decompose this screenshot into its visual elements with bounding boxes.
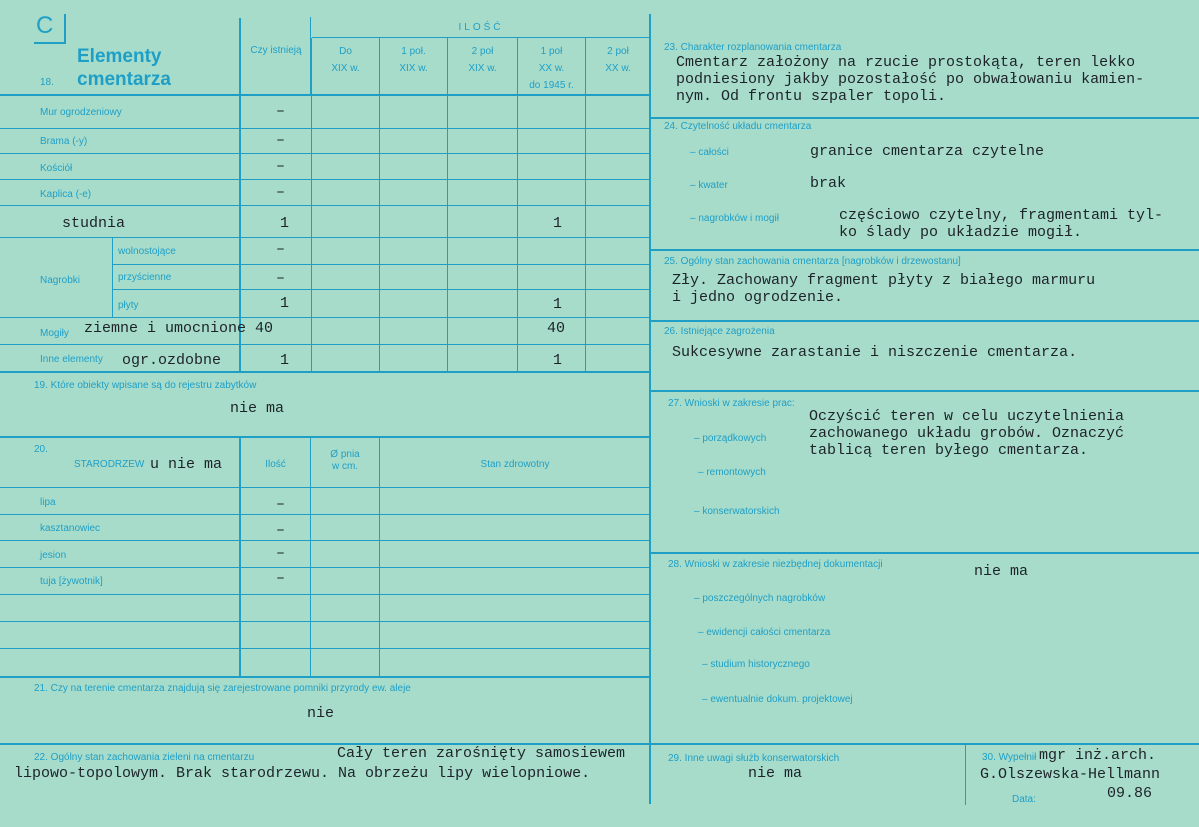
tree-jesion-label: jesion	[40, 550, 67, 561]
rule	[312, 37, 650, 38]
row-studnia-label: studnia	[62, 215, 126, 232]
col-ilosc-drzew: Ilość	[265, 459, 286, 470]
col-2pol-xix: 2 poł XIX w.	[468, 46, 497, 74]
row-inne-typed: ogr.ozdobne	[122, 352, 222, 369]
row-plyty-exists: 1	[280, 295, 290, 312]
row-inne-1945: 1	[553, 352, 563, 369]
rule	[965, 745, 966, 805]
rule	[0, 153, 650, 154]
row-wolnostojace-exists: –	[276, 241, 286, 258]
s27-line1: Oczyścić teren w celu uczytelnienia	[809, 408, 1125, 425]
rule	[0, 621, 650, 622]
s30-name1: mgr inż.arch.	[1039, 747, 1157, 764]
s20-typed: u nie ma	[150, 456, 223, 473]
rule	[0, 344, 650, 345]
rule	[0, 676, 650, 678]
row-studnia-1945: 1	[553, 215, 563, 232]
rule	[651, 552, 1199, 554]
s24-kwater-value: brak	[810, 175, 847, 192]
s28-b: – ewidencji całości cmentarza	[698, 627, 831, 638]
rule	[112, 264, 650, 265]
s21-value: nie	[307, 705, 335, 722]
rule	[651, 390, 1199, 392]
s30-name2: G.Olszewska-Hellmann	[980, 766, 1161, 783]
s24-kwater: – kwater	[690, 180, 728, 191]
s19-value: nie ma	[230, 400, 285, 417]
col-stan-zdrowotny: Stan zdrowotny	[480, 459, 550, 470]
title-line2: cmentarza	[77, 69, 171, 90]
s29-label: 29. Inne uwagi służb konserwatorskich	[668, 753, 840, 764]
row-wolnostojace-label: wolnostojące	[118, 246, 176, 257]
row-mogily-label: Mogiły	[40, 328, 69, 339]
row-inne-label: Inne elementy	[40, 354, 103, 365]
rule	[0, 128, 650, 129]
row-brama-exists: –	[276, 132, 286, 149]
rule	[379, 437, 380, 677]
rule	[649, 14, 651, 804]
row-mogily-1945: 40	[547, 320, 566, 337]
row-kosciol-exists: –	[276, 158, 286, 175]
s22-line1: Cały teren zarośnięty samosiewem	[337, 745, 626, 762]
rule	[0, 317, 650, 318]
rule	[0, 94, 650, 96]
rule	[0, 237, 650, 238]
s25-label: 25. Ogólny stan zachowania cmentarza [nagrobków i drzewostanu]	[664, 256, 961, 267]
s27-label: 27. Wnioski w zakresie prac:	[668, 398, 795, 409]
s28-d: – ewentualnie dokum. projektowej	[702, 694, 853, 705]
col-1pol-xix: 1 poł. XIX w.	[399, 46, 428, 74]
rule	[239, 437, 241, 677]
s28-a: – poszczególnych nagrobków	[694, 593, 826, 604]
s20-number: 20.	[34, 444, 48, 455]
rule	[112, 289, 650, 290]
rule	[0, 371, 650, 373]
row-plyty-label: płyty	[118, 300, 139, 311]
s30-date: 09.86	[1107, 785, 1153, 802]
row-plyty-1945: 1	[553, 296, 563, 313]
s20-label: STARODRZEW	[74, 459, 145, 470]
s28-c: – studium historycznego	[702, 659, 810, 670]
section-number: 18.	[40, 77, 54, 88]
tree-kasztanowiec-label: kasztanowiec	[40, 523, 101, 534]
rule	[447, 38, 448, 372]
tree-lipa-value: –	[276, 496, 286, 513]
s23-line1: Cmentarz założony na rzucie prostokąta, teren lekko	[676, 54, 1136, 71]
s27-konserwatorskich: – konserwatorskich	[694, 506, 780, 517]
rule	[0, 648, 650, 649]
rule	[310, 437, 311, 677]
s27-line3: tablicą teren byłego cmentarza.	[809, 442, 1089, 459]
s24-calosci-value: granice cmentarza czytelne	[810, 143, 1045, 160]
rule	[0, 514, 650, 515]
tree-jesion-value: –	[276, 545, 286, 562]
row-brama-label: Brama (-y)	[40, 136, 88, 147]
s21-label: 21. Czy na terenie cmentarza znajdują się zarejestrowane pomniki przyrody ew. aleje	[34, 683, 411, 694]
col-czy-istnieja: Czy istnieją	[250, 45, 302, 56]
row-mur-exists: –	[276, 103, 286, 120]
s27-line2: zachowanego układu grobów. Oznaczyć	[809, 425, 1125, 442]
title-line1: Elementy	[77, 46, 162, 67]
row-mur-label: Mur ogrodzeniowy	[40, 107, 122, 118]
nagrobki-label: Nagrobki	[40, 275, 81, 286]
s27-remontowych: – remontowych	[698, 467, 766, 478]
rule	[0, 487, 650, 488]
tree-kasztanowiec-value: –	[276, 522, 286, 539]
s23-line2: podniesiony jakby pozostałość po obwałowaniu kamien-	[676, 71, 1145, 88]
tree-tuja-value: –	[276, 570, 286, 587]
s28-label: 28. Wnioski w zakresie niezbędnej dokumentacji	[668, 559, 883, 570]
rule	[585, 38, 586, 372]
rule	[0, 205, 650, 206]
row-mogily-typed: ziemne i umocnione 40	[84, 320, 274, 337]
col-pnia: Ø pnia w cm.	[330, 449, 360, 472]
s22-line2: lipowo-topolowym. Brak starodrzewu. Na obrzeżu lipy wielopniowe.	[14, 765, 591, 782]
col-2pol-xx: 2 poł XX w.	[605, 46, 631, 74]
s29-value: nie ma	[748, 765, 803, 782]
rule	[0, 179, 650, 180]
rule	[651, 117, 1199, 119]
row-przyscienne-exists: –	[276, 270, 286, 287]
row-studnia-exists: 1	[280, 215, 290, 232]
s24-nagrobkow-line1: częściowo czytelny, fragmentami tyl-	[839, 207, 1164, 224]
rule	[0, 540, 650, 541]
tree-lipa-label: lipa	[40, 497, 56, 508]
s26-value: Sukcesywne zarastanie i niszczenie cmentarza.	[672, 344, 1078, 361]
s24-nagrobkow: – nagrobków i mogił	[690, 213, 779, 224]
s28-value: nie ma	[974, 563, 1029, 580]
tree-tuja-label: tuja [żywotnik]	[40, 576, 103, 587]
col-1pol-xx: 1 poł XX w. do 1945 r.	[529, 46, 574, 91]
col-ilosc: ILOŚĆ	[458, 22, 504, 33]
s26-label: 26. Istniejące zagrożenia	[664, 326, 775, 337]
rule	[239, 18, 241, 372]
s30-data-label: Data:	[1012, 794, 1036, 805]
row-kaplica-exists: –	[276, 184, 286, 201]
row-kaplica-label: Kaplica (-e)	[40, 189, 92, 200]
s24-calosci: – całości	[690, 147, 729, 158]
s24-label: 24. Czytelność układu cmentarza	[664, 121, 812, 132]
s25-line1: Zły. Zachowany fragment płyty z białego marmuru	[672, 272, 1096, 289]
rule	[651, 320, 1199, 322]
s23-line3: nym. Od frontu szpaler topoli.	[676, 88, 947, 105]
col-do-xix: Do XIX w.	[331, 46, 360, 74]
card-letter: C	[36, 12, 54, 39]
rule	[310, 17, 311, 95]
s22-label: 22. Ogólny stan zachowania zieleni na cmentarzu	[34, 752, 255, 763]
rule	[0, 436, 650, 438]
row-inne-exists: 1	[280, 352, 290, 369]
rule	[0, 567, 650, 568]
rule	[311, 38, 312, 372]
rule	[379, 38, 380, 372]
s27-porzadkowych: – porządkowych	[694, 433, 767, 444]
row-kosciol-label: Kościół	[40, 163, 73, 174]
rule	[651, 249, 1199, 251]
row-przyscienne-label: przyścienne	[118, 272, 172, 283]
s30-label: 30. Wypełnił	[982, 752, 1037, 763]
rule	[0, 594, 650, 595]
s24-nagrobkow-line2: ko ślady po układzie mogił.	[839, 224, 1083, 241]
s25-line2: i jedno ogrodzenie.	[672, 289, 844, 306]
rule	[112, 237, 113, 318]
rule	[651, 743, 1199, 745]
s19-label: 19. Które obiekty wpisane są do rejestru zabytków	[34, 380, 257, 391]
s23-label: 23. Charakter rozplanowania cmentarza	[664, 42, 842, 53]
